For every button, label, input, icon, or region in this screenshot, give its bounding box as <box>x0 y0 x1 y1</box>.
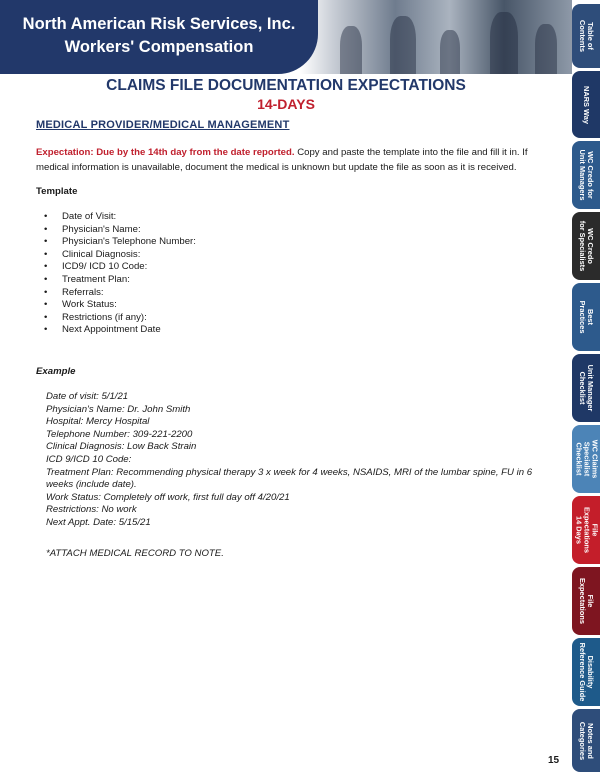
header <box>0 0 572 74</box>
intro-text: Copy and paste the template into the file and fill it in. If medical information is unavailable, document the medical is unknown but update the file as soon as it is received. <box>36 147 528 173</box>
bullet-icon: • <box>44 286 48 298</box>
tab-wc-credo-specialists[interactable]: WC Credo for Specialists <box>572 212 600 280</box>
bullet-icon: • <box>44 248 48 260</box>
department-name: Workers' Compensation <box>64 38 254 56</box>
section-heading: MEDICAL PROVIDER/MEDICAL MANAGEMENT <box>36 119 290 131</box>
bullet-icon: • <box>44 273 48 285</box>
list-item: • Clinical Diagnosis: <box>44 248 141 260</box>
list-item: • Referrals: <box>44 286 104 298</box>
attach-note: *ATTACH MEDICAL RECORD TO NOTE. <box>46 548 224 559</box>
company-name: North American Risk Services, Inc. <box>22 15 296 33</box>
example-line: Work Status: Completely off work, first full day off 4/20/21 <box>46 491 290 503</box>
page-subtitle: 14-DAYS <box>257 96 315 112</box>
example-block <box>46 391 546 530</box>
example-line: Telephone Number: 309-221-2200 <box>46 428 193 440</box>
tab-wc-claims-specialist-checklist[interactable]: WC Claims Specialist Checklist <box>572 425 600 493</box>
tab-disability-reference-guide[interactable]: Disability Reference Guide <box>572 638 600 706</box>
example-label: Example <box>36 366 76 377</box>
list-item: • Treatment Plan: <box>44 273 130 285</box>
list-item: • Next Appointment Date <box>44 324 161 336</box>
list-item: • Physician's Telephone Number: <box>44 236 196 248</box>
template-label: Template <box>36 186 78 197</box>
bullet-icon: • <box>44 311 48 323</box>
tab-file-expectations[interactable]: File Expectations <box>572 567 600 635</box>
bullet-icon: • <box>44 236 48 248</box>
tab-wc-credo-unit-managers[interactable]: WC Credo for Unit Managers <box>572 141 600 209</box>
example-line: Date of visit: 5/1/21 <box>46 391 129 402</box>
example-line: Next Appt. Date: 5/15/21 <box>46 516 151 528</box>
tab-unit-manager-checklist[interactable]: Unit Manager Checklist <box>572 354 600 422</box>
example-line: Treatment Plan: Recommending physical therapy 3 x week for 4 weeks, NSAIDS, MRI of the lumbar spine, FU in 6 weeks (include date). <box>46 466 533 491</box>
example-line: Clinical Diagnosis: Low Back Strain <box>46 441 197 453</box>
list-item: • ICD9/ ICD 10 Code: <box>44 261 148 273</box>
bullet-icon: • <box>44 324 48 336</box>
bullet-icon: • <box>44 223 48 235</box>
list-item: • Date of Visit: <box>44 211 117 222</box>
tab-table-of-contents[interactable]: Table of Contents <box>572 4 600 68</box>
list-item: • Physician's Name: <box>44 223 141 235</box>
intro-paragraph <box>36 145 546 175</box>
template-list <box>44 211 196 337</box>
page-number: 15 <box>548 755 560 766</box>
bullet-icon: • <box>44 299 48 311</box>
bullet-icon: • <box>44 211 48 222</box>
list-item: • Restrictions (if any): <box>44 311 147 323</box>
tab-best-practices[interactable]: Best Practices <box>572 283 600 351</box>
list-item: • Work Status: <box>44 299 117 311</box>
example-line: Physician's Name: Dr. John Smith <box>46 403 191 415</box>
tab-nars-way[interactable]: NARS Way <box>572 71 600 138</box>
tab-file-expectations-14-days[interactable]: File Expectations 14 Days <box>572 496 600 564</box>
header-banner <box>0 0 318 74</box>
side-tab-nav <box>572 0 600 776</box>
tab-notes-and-categories[interactable]: Notes and Categories <box>572 709 600 772</box>
example-line: Restrictions: No work <box>46 504 137 516</box>
bullet-icon: • <box>44 261 48 273</box>
header-photo-collage <box>300 0 572 74</box>
expectation-highlight: Expectation: Due by the 14th day from the date reported. <box>36 147 295 158</box>
example-line: ICD 9/ICD 10 Code: <box>46 453 132 465</box>
page-title: CLAIMS FILE DOCUMENTATION EXPECTATIONS <box>106 77 466 94</box>
example-line: Hospital: Mercy Hospital <box>46 416 150 428</box>
